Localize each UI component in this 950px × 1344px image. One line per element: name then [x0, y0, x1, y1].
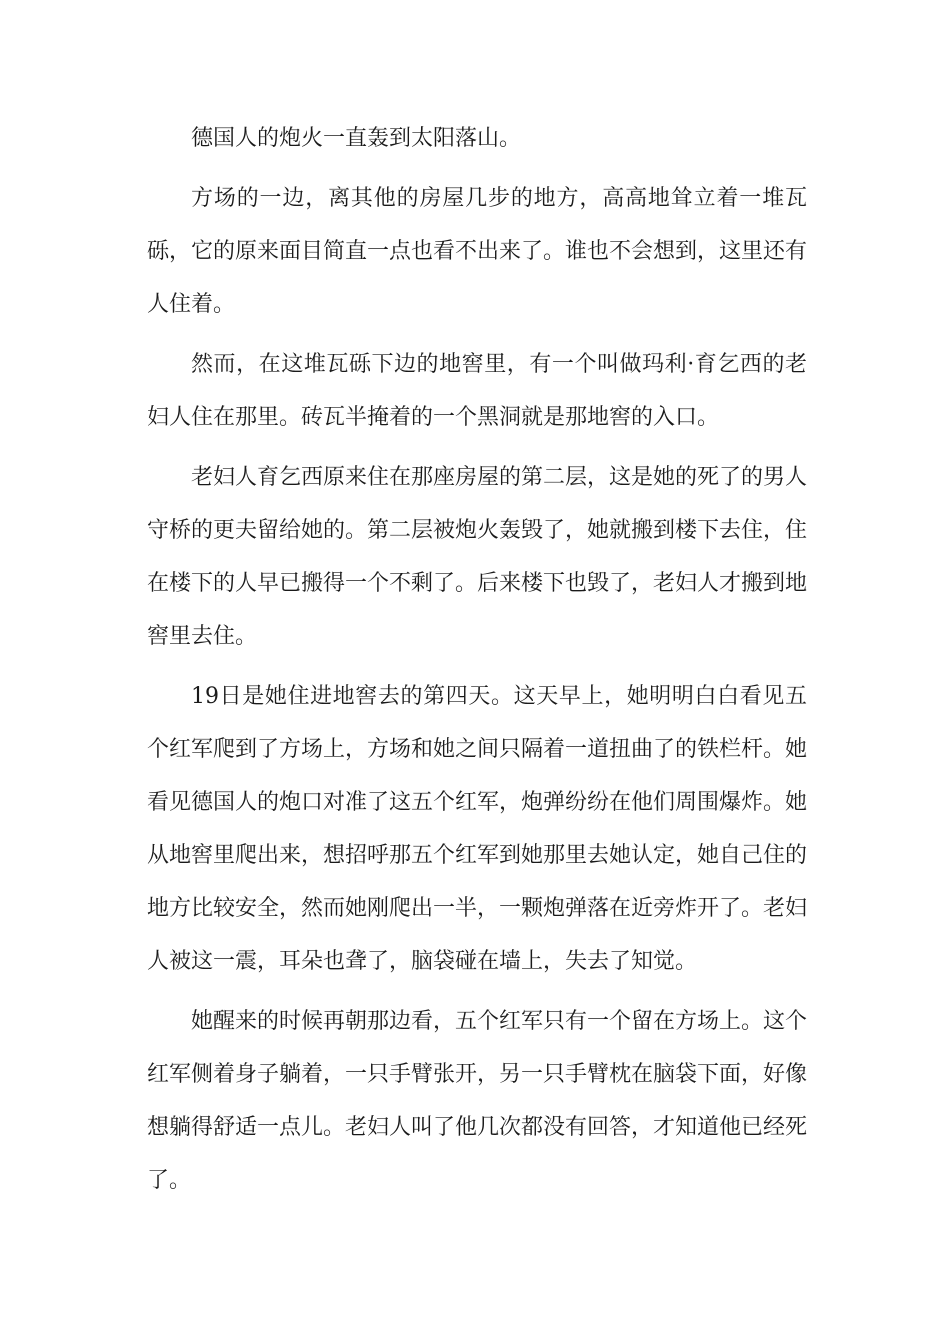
- paragraph-2: 方场的一边，离其他的房屋几步的地方，高高地耸立着一堆瓦砾，它的原来面目简直一点也看不出来了。谁也不会想到，这里还有人住着。: [147, 186, 808, 317]
- document-body: [147, 112, 807, 1214]
- paragraph-1: 德国人的炮火一直轰到太阳落山。: [191, 126, 522, 151]
- paragraph-6: 她醒来的时候再朝那边看，五个红军只有一个留在方场上。这个红军侧着身子躺着，一只手臂张开，另一只手臂枕在脑袋下面，好像想躺得舒适一点儿。老妇人叫了他几次都没有回答，才知道他已经死了。: [147, 1009, 808, 1193]
- paragraph-3: 然而，在这堆瓦砾下边的地窖里，有一个叫做玛利·育乞西的老妇人住在那里。砖瓦半掩着的一个黑洞就是那地窖的入口。: [147, 352, 807, 430]
- paragraph-5: 19日是她住进地窖去的第四天。这天早上，她明明白白看见五个红军爬到了方场上，方场和她之间只隔着一道扭曲了的铁栏杆。她看见德国人的炮口对准了这五个红军，炮弹纷纷在他们周围爆炸。她从地窖里爬出来，想招呼那五个红军到她那里去她认定，她自己住的地方比较安全，然而她刚爬出一半，一颗炮弹落在近旁炸开了。老妇人被这一震，耳朵也聋了，脑袋碰在墙上，失去了知觉。: [147, 684, 808, 974]
- paragraph-4: 老妇人育乞西原来住在那座房屋的第二层，这是她的死了的男人守桥的更夫留给她的。第二层被炮火轰毁了，她就搬到楼下去住，住在楼下的人早已搬得一个不剩了。后来楼下也毁了，老妇人才搬到地窖里去住。: [147, 465, 808, 649]
